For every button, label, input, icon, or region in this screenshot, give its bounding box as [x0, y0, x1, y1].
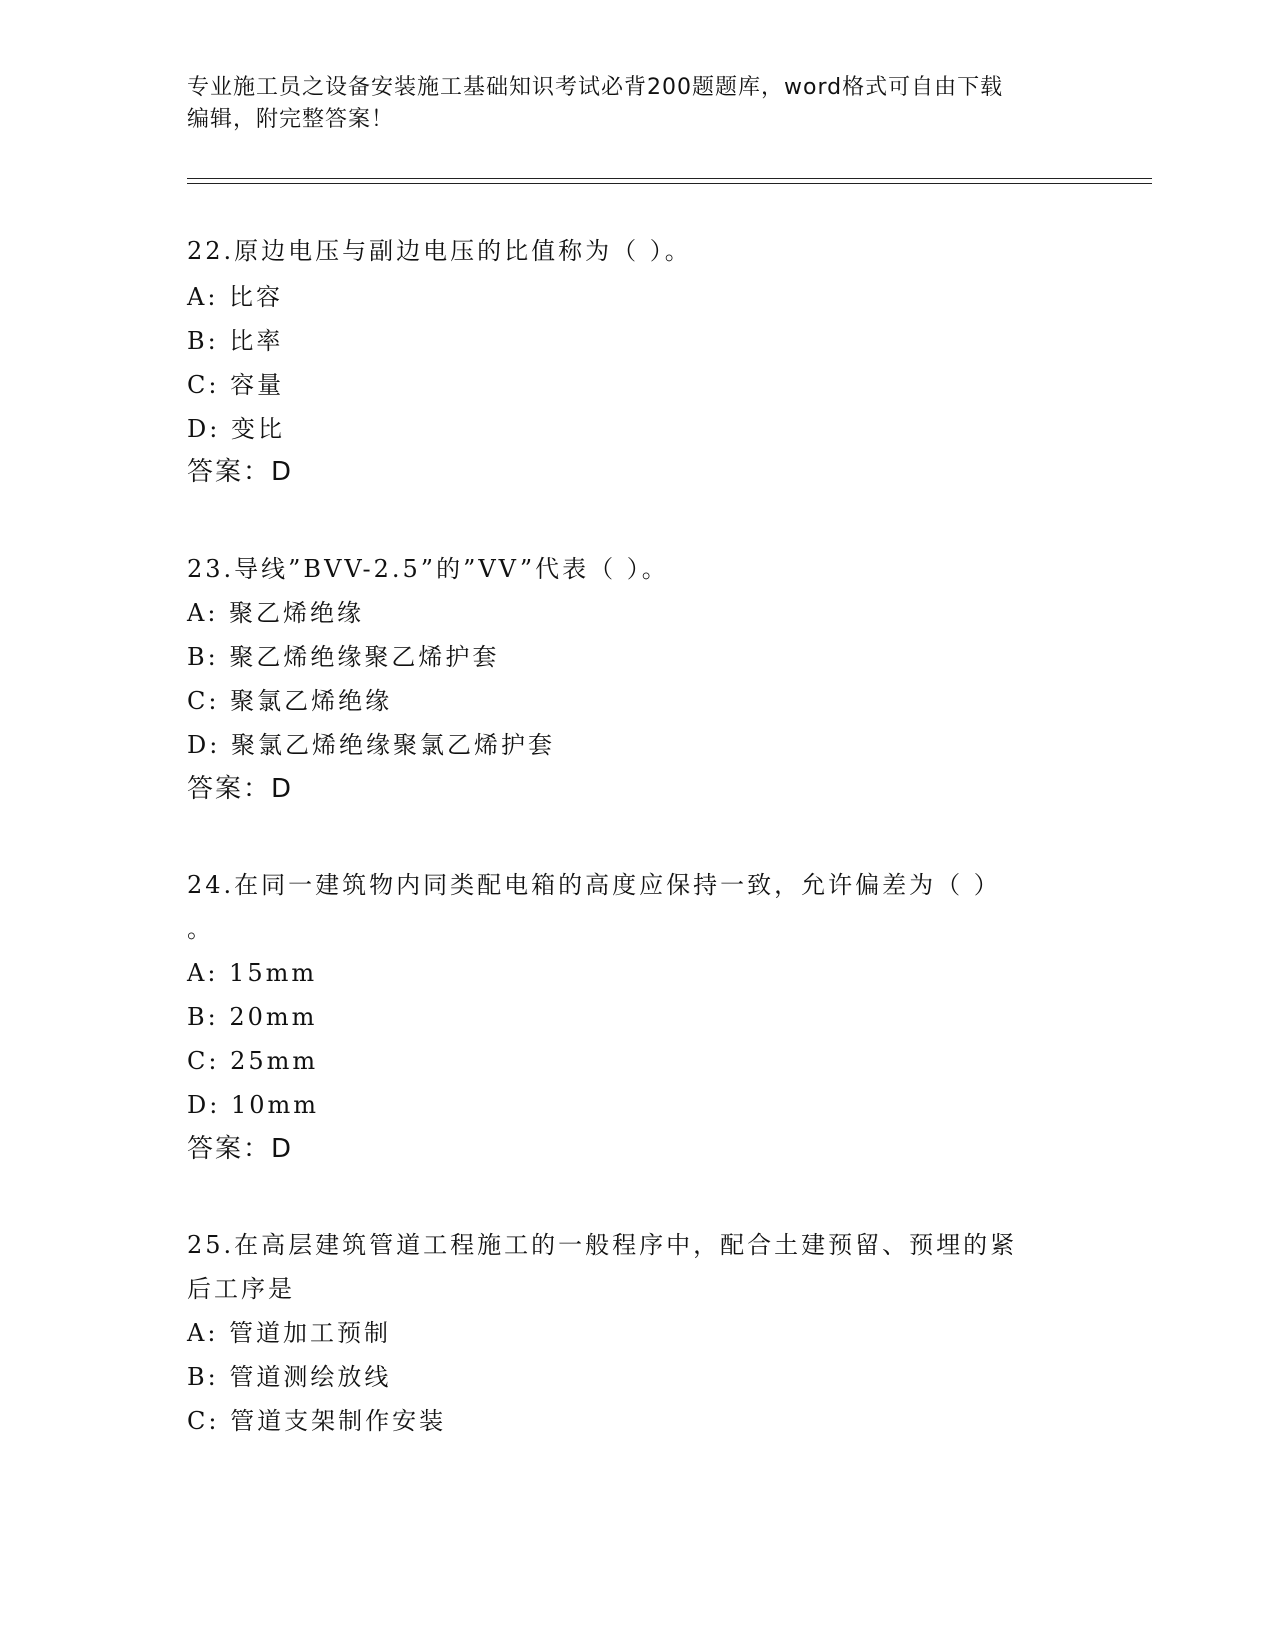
header-divider-top [187, 178, 1152, 179]
question-25-stem-continued: 后工序是 [187, 1275, 295, 1303]
question-24-stem: 24.在同一建筑物内同类配电箱的高度应保持一致，允许偏差为（ ） [187, 871, 1001, 899]
question-24-option-a: A: 15mm [187, 959, 318, 987]
question-24-answer: 答案：D [187, 1134, 294, 1164]
question-23-option-b: B: 聚乙烯绝缘聚乙烯护套 [187, 643, 500, 671]
question-24-option-d: D: 10mm [187, 1091, 320, 1119]
question-24-option-b: B: 20mm [187, 1003, 318, 1031]
document-header [187, 72, 1067, 136]
question-25-option-c: C: 管道支架制作安装 [187, 1407, 447, 1435]
question-24-stem-continued: 。 [187, 915, 214, 943]
question-22-answer: 答案：D [187, 457, 294, 487]
question-23-answer: 答案：D [187, 774, 294, 804]
question-25-stem: 25.在高层建筑管道工程施工的一般程序中，配合土建预留、预埋的紧 [187, 1231, 1018, 1259]
question-24-option-c: C: 25mm [187, 1047, 319, 1075]
header-line-1: 专业施工员之设备安装施工基础知识考试必背200题题库，word格式可自由下载 [187, 75, 1004, 100]
question-25-option-b: B: 管道测绘放线 [187, 1363, 392, 1391]
question-22-stem: 22.原边电压与副边电压的比值称为（ ）。 [187, 237, 692, 265]
question-25-option-a: A: 管道加工预制 [187, 1319, 392, 1347]
header-line-2: 编辑，附完整答案！ [187, 107, 395, 132]
question-23-option-a: A: 聚乙烯绝缘 [187, 599, 365, 627]
question-22-option-b: B: 比率 [187, 327, 284, 355]
question-22-option-d: D: 变比 [187, 415, 285, 443]
question-22-option-c: C: 容量 [187, 371, 285, 399]
question-23-option-c: C: 聚氯乙烯绝缘 [187, 687, 393, 715]
question-23-option-d: D: 聚氯乙烯绝缘聚氯乙烯护套 [187, 731, 555, 759]
question-23-stem: 23.导线”BVV-2.5”的”VV”代表（ ）。 [187, 555, 669, 583]
question-22-option-a: A: 比容 [187, 283, 284, 311]
header-divider-bottom [187, 183, 1152, 184]
